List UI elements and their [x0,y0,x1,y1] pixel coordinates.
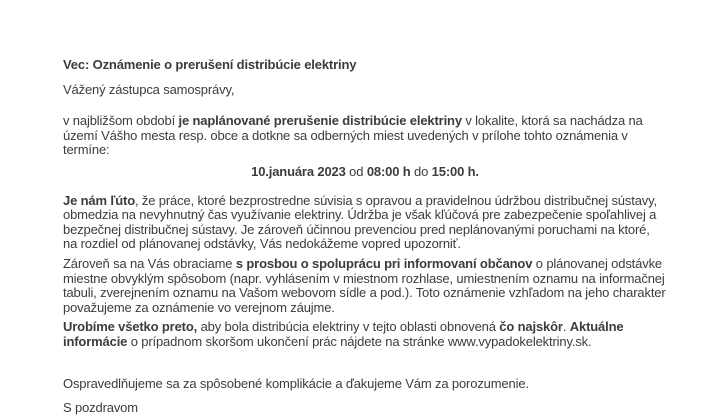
paragraph-outage-intro: v najbližšom období je naplánované prerušenie distribúcie elektriny v lokalite, ktorá sa nachádza na území Vášho mesta resp. obce a dotkne sa odberných miest uvedených v prílohe tohto oznámenia v termíne: [63,113,643,158]
paragraph-apology: Ospravedlňujeme sa za spôsobené komplikácie a ďakujeme Vám za porozumenie. [63,375,529,391]
outage-schedule-line: 10.januára 2023 od 08:00 h do 15:00 h. [251,163,479,179]
paragraph-maintenance-explanation: Je nám ľúto, že práce, ktoré bezprostredne súvisia s opravou a pravidelnou údržbou distribučnej sústavy, obmedzia na nevyhnutný čas využívanie elektriny. Údržba je však kľúčová pre zabezpečenie spoľahlivej a bezpečnej distribučnej sústavy. Je zároveň účinnou prevenciou pred neplánovanými poruchami na ktoré, na rozdiel od plánovanej odstávky, Vás nedokážeme vopred upozorniť. [63,192,657,252]
paragraph-restoration-info: Urobíme všetko preto, aby bola distribúcia elektriny v tejto oblasti obnovená čo najskôr. Aktuálne informácie o prípadnom skoršom ukončení prác nájdete na stránke www.vypadokelektriny.sk. [63,319,624,349]
closing-line: S pozdravom [63,400,138,416]
letter-content [63,58,667,416]
paragraph-cooperation-request: Zároveň sa na Vás obraciame s prosbou o spoluprácu pri informovaní občanov o plánovanej odstávke miestne obvyklým spôsobom (napr. vyhlásením v miestnom rozhlase, umiestnením oznamu na informačnej tabuli, zverejnením oznamu na Vašom webovom sídle a pod.). Toto oznámenie vzhľadom na jeho charakter považujeme za oznámenie vo verejnom záujme. [63,255,666,315]
salutation: Vážený zástupca samosprávy, [63,81,235,97]
subject-line: Vec: Oznámenie o prerušení distribúcie elektriny [63,57,357,72]
